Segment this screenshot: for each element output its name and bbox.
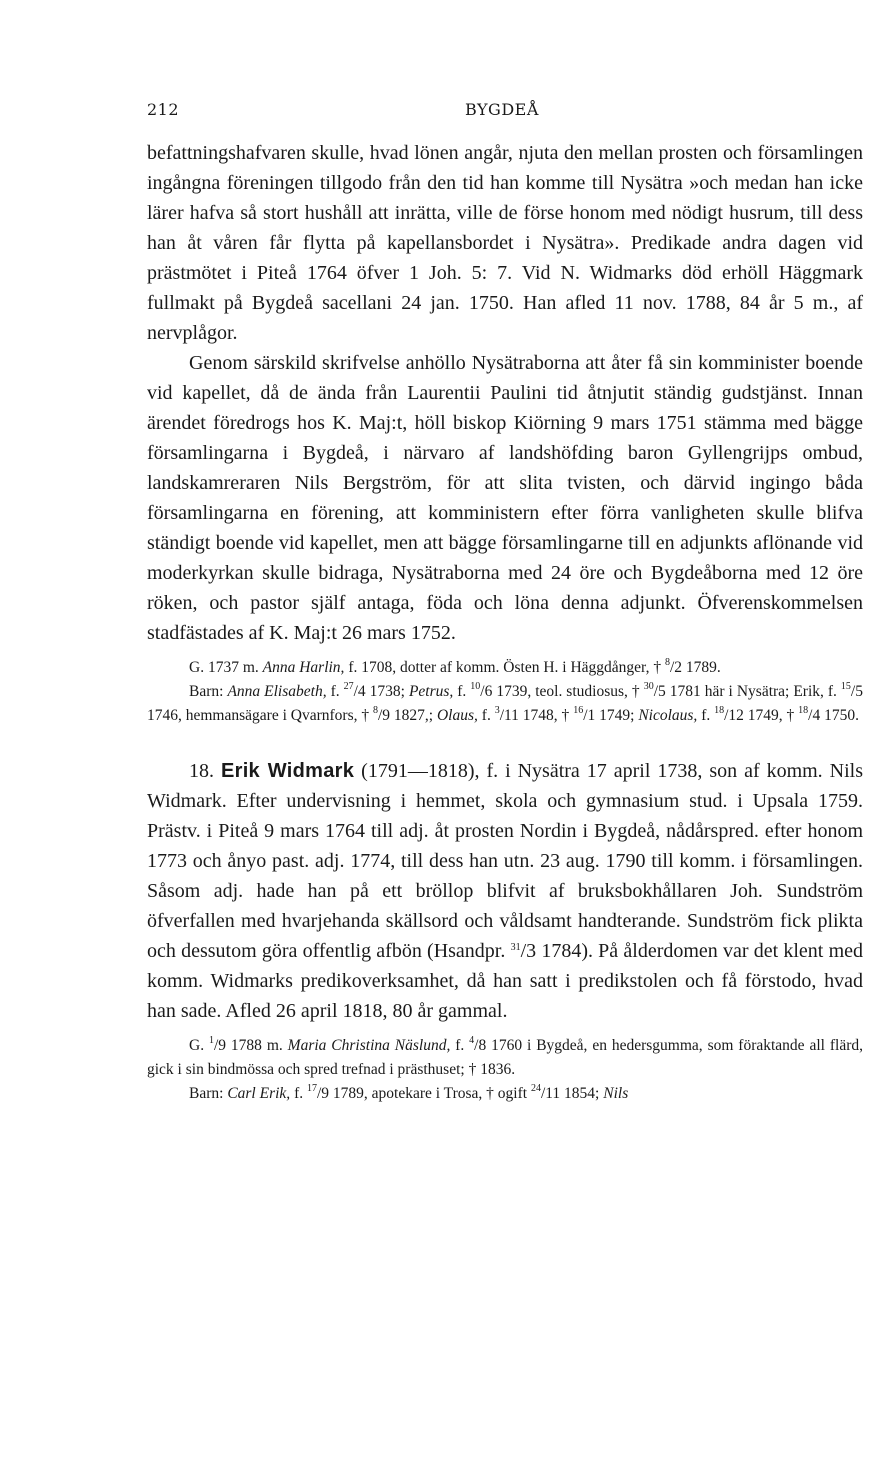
page-number: 212 bbox=[147, 100, 180, 119]
paragraph-agreement: Genom särskild skrifvelse anhöllo Nysätraborna att åter få sin komminister boende vid kapellet, då de ända från Laurentii Paulini tid åtnjutit ständig gudstjänst. Innan ärendet föredrogs hos K. Maj:t, höll biskop Kiörning 9 mars 1751 stämma med bägge församlingarna i Bygdeå, i närvaro af landshöfding baron Gyllengrijps ombud, landskamreraren Nils Bergström, för att slita tvisten, och därvid ingingo båda församlingarna en förening, att komministern efter förra vanligheten skulle blifva ständigt boende vid kapellet, men att bägge församlingarne till en adjunkts aflönande vid moderkyrkan skulle bidraga, Nysätraborna med 24 öre och Bygdeåborna med 12 öre röken, och pastor själf antaga, föda och löna denna adjunkt. Öfverenskommelsen stadfästades af K. Maj:t 26 mars 1752. bbox=[147, 352, 863, 644]
entry-number: 18. bbox=[189, 760, 214, 782]
page-body bbox=[147, 138, 863, 1106]
child-name: Anna Elisabeth, bbox=[227, 683, 327, 700]
children-note-hagmark: Barn: Anna Elisabeth, f. $^{27}$/4 1738; Petrus, f. $^{10}$/6 1739, teol. studiosus, † $^{30}$/5 1781 här i Nysätra; Erik, f. $^{15}$/5 1746, hemmansägare i Qvarnfors, † $^8$/9 1827,; Olaus, f. $^3$/11 1748, † $^{16}$/1 1749; Nicolaus, f. $^{18}$/12 1749, † $^{18}$/4 1750. bbox=[147, 681, 863, 724]
spouse-name: Maria Christina Näslund, bbox=[287, 1037, 451, 1054]
child-name: Nicolaus, bbox=[638, 707, 698, 724]
marriage-note-widmark: G. $^1$/9 1788 m. Maria Christina Näslund, f. $^4$/8 1760 i Bygdeå, en hedersgumma, som föraktande all flärd, gick i sin bindmössa och spred trefnad i prästhuset; † 1836. bbox=[147, 1035, 863, 1078]
child-name: Carl Erik, bbox=[227, 1085, 291, 1102]
spouse-name: Anna Harlin, bbox=[262, 659, 345, 676]
child-name: Nils bbox=[603, 1085, 629, 1102]
marriage-note-hagmark: G. 1737 m. Anna Harlin, f. 1708, dotter af komm. Östen H. i Häggdånger, † $^8$/2 1789. bbox=[189, 657, 721, 676]
child-name: Olaus, bbox=[436, 707, 478, 724]
children-note-widmark: Barn: Carl Erik, f. $^{17}$/9 1789, apotekare i Trosa, † ogift $^{24}$/11 1854; Nils bbox=[189, 1083, 629, 1102]
paragraph-continuation: befattningshafvaren skulle, hvad lönen angår, njuta den mellan prosten och församlingen ingångna föreningen tillgodo från den tid han komme till Nysätra »och medan han icke lärer hafva så stort hushåll att inrätta, ville de förse honom med nödigt husrum, till dess han åt våren får flytta på kapellansbordet i Nysätra». Predikade andra dagen vid prästmötet i Piteå 1764 öfver 1 Joh. 5: 7. Vid N. Widmarks död erhöll Häggmark fullmakt på Bygdeå sacellani 24 jan. 1750. Han afled 11 nov. 1788, 84 år 5 m., af nervplågor. bbox=[147, 142, 863, 344]
running-title: BYGDEÅ bbox=[465, 100, 539, 119]
entry-person-name: Erik Widmark bbox=[220, 760, 355, 782]
entry-18-widmark: 18. Erik Widmark (1791—1818), f. i Nysätra 17 april 1738, son af komm. Nils Widmark. Efter undervisning i hemmet, skola och gymnasium stud. i Upsala 1759. Prästv. i Piteå 9 mars 1764 till adj. åt prosten Nordin i Bygdeå, nådårspred. efter honom 1773 och ånyo past. adj. 1774, till dess han utn. 23 aug. 1790 till komm. i församlingen. Såsom adj. hade han på ett bröllop blifvit af bruksbokhållaren Joh. Sundström öfverfallen med hvarjehanda skällsord och våldsamt handterande. Sundström fick plikta och dessutom göra offentlig afbön (Hsandpr. $^{31}$/3 1784). På ålderdomen var det klent med komm. Widmarks predikoverksamhet, då han satt i predikstolen och få förstodo, hvad han sade. Afled 26 april 1818, 80 år gammal. bbox=[147, 760, 863, 1022]
child-name: Petrus, bbox=[408, 683, 454, 700]
